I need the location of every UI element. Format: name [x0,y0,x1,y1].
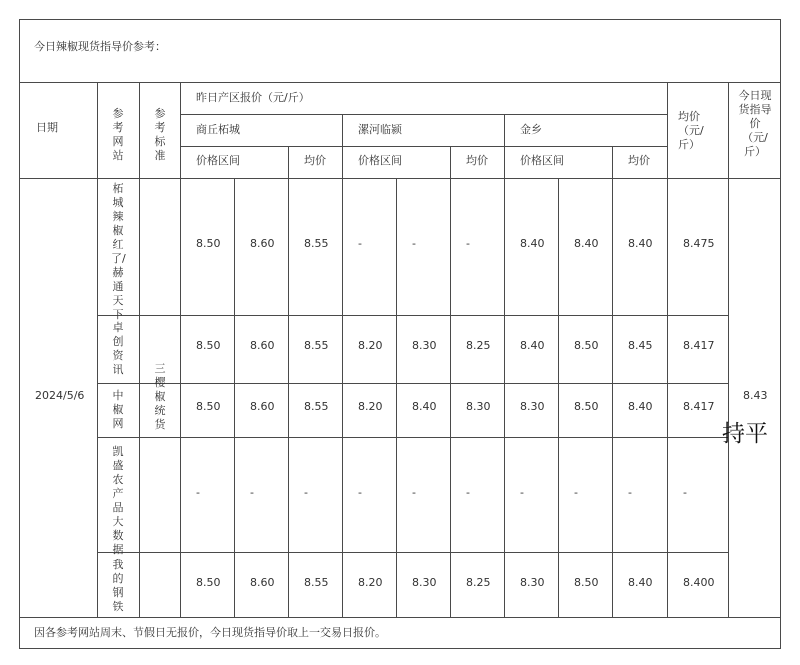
value-cell: 8.30 [412,339,437,352]
col-rule-13 [728,82,729,618]
header-standard: 参考标准 [154,107,166,162]
value-cell: 8.40 [574,237,599,250]
rule-row-4 [97,552,728,553]
value-cell: 8.40 [628,237,653,250]
value-cell: 8.40 [628,400,653,413]
col-rule-1 [97,82,98,618]
col-rule-9 [504,114,505,618]
value-cell: - [466,486,470,499]
value-cell: - [520,486,524,499]
date-cell: 2024/5/6 [35,389,85,402]
site-cell-2: 卓创资讯 [112,321,124,376]
footer-note: 因各参考网站周末、节假日无报价，今日现货指导价取上一交易日报价。 [34,626,386,639]
site-cell-5: 我的钢铁 [112,558,124,613]
value-cell: 8.417 [683,400,715,413]
value-cell: 8.40 [520,339,545,352]
rule-header-1 [180,114,667,115]
value-cell: 8.30 [520,400,545,413]
rule-row-2 [97,383,728,384]
value-cell: 8.50 [574,339,599,352]
value-cell: 8.50 [574,400,599,413]
value-cell: 8.475 [683,237,715,250]
header-region-2: 漯河临颍 [358,123,402,136]
value-cell: - [250,486,254,499]
col-rule-6 [342,114,343,618]
header-range-1: 价格区间 [196,154,240,167]
col-rule-11 [612,146,613,618]
value-cell: - [683,486,687,499]
header-yesterday-price: 昨日产区报价（元/斤） [196,91,310,104]
rule-row-1 [97,315,728,316]
table-border-bottom [19,648,781,649]
col-rule-5 [288,146,289,618]
rule-row-3 [97,437,728,438]
value-cell: 8.25 [466,339,491,352]
col-rule-4 [234,178,235,618]
col-rule-12 [667,82,668,618]
table-caption: 今日辣椒现货指导价参考： [34,40,166,53]
header-guide-price: 今日现货指导价（元/斤） [738,89,772,158]
value-cell: - [466,237,470,250]
value-cell: - [412,237,416,250]
table-border-top [19,19,781,20]
value-cell: 8.25 [466,576,491,589]
table-border-right [780,19,781,649]
value-cell: 8.50 [196,237,221,250]
value-cell: 8.60 [250,237,275,250]
value-cell: 8.60 [250,339,275,352]
header-range-2: 价格区间 [358,154,402,167]
col-rule-10 [558,178,559,618]
site-cell-1: 柘城辣椒红了/赫通天下 [111,182,126,321]
value-cell: - [358,237,362,250]
value-cell: 8.40 [628,576,653,589]
header-date: 日期 [36,121,58,134]
header-avg-1: 均价 [304,154,326,167]
value-cell: 8.55 [304,576,329,589]
guide-trend: 持平 [722,421,768,447]
col-rule-7 [396,178,397,618]
header-avg-3: 均价 [628,154,650,167]
value-cell: 8.50 [196,339,221,352]
value-cell: 8.55 [304,237,329,250]
value-cell: 8.30 [520,576,545,589]
col-rule-3 [180,82,181,618]
header-region-3: 金乡 [520,123,542,136]
value-cell: 8.20 [358,400,383,413]
price-table [19,19,781,649]
header-range-3: 价格区间 [520,154,564,167]
value-cell: 8.40 [520,237,545,250]
value-cell: 8.30 [466,400,491,413]
value-cell: 8.30 [412,576,437,589]
value-cell: 8.50 [196,576,221,589]
col-rule-8 [450,146,451,618]
value-cell: 8.60 [250,400,275,413]
header-avg-unit: 均价（元/斤） [678,110,704,151]
standard-cell: 三樱椒统货 [154,362,166,431]
col-rule-2 [139,82,140,618]
header-site: 参考网站 [112,107,124,162]
header-region-1: 商丘柘城 [196,123,240,136]
value-cell: 8.20 [358,576,383,589]
value-cell: 8.55 [304,400,329,413]
value-cell: - [574,486,578,499]
value-cell: - [196,486,200,499]
value-cell: 8.55 [304,339,329,352]
value-cell: 8.417 [683,339,715,352]
site-cell-4: 凯盛农产品大数据 [112,445,124,556]
site-cell-3: 中椒网 [112,389,124,430]
rule-header-2 [180,146,667,147]
value-cell: - [358,486,362,499]
value-cell: 8.50 [196,400,221,413]
value-cell: 8.400 [683,576,715,589]
header-avg-2: 均价 [466,154,488,167]
value-cell: - [412,486,416,499]
value-cell: 8.50 [574,576,599,589]
value-cell: - [628,486,632,499]
value-cell: 8.20 [358,339,383,352]
value-cell: - [304,486,308,499]
value-cell: 8.60 [250,576,275,589]
guide-value: 8.43 [743,389,768,402]
value-cell: 8.40 [412,400,437,413]
value-cell: 8.45 [628,339,653,352]
table-border-left [19,19,20,649]
